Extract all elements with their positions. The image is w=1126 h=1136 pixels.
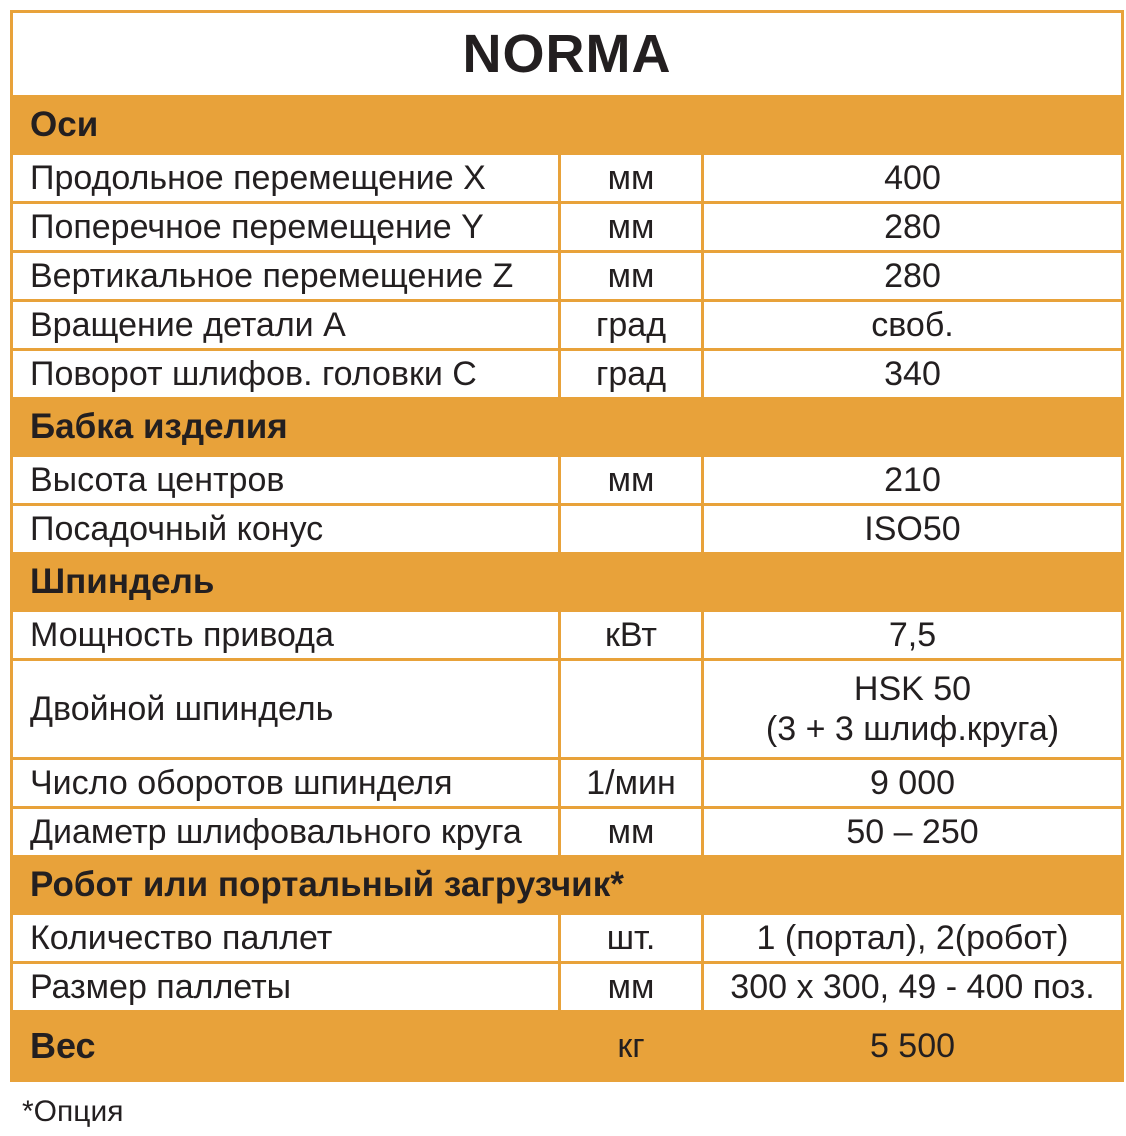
param-cell: Вращение детали A [13,302,558,348]
value-cell: 50 – 250 [704,809,1121,855]
unit-cell: мм [561,253,701,299]
unit-cell [561,506,701,552]
table-row [13,302,1121,348]
unit-cell: мм [561,964,701,1010]
unit-cell: град [561,302,701,348]
unit-cell: мм [561,457,701,503]
value-cell [704,661,1121,757]
unit-cell: 1/мин [561,760,701,806]
weight-unit: кг [561,1013,701,1079]
param-cell: Количество паллет [13,915,558,961]
weight-row [13,1013,1121,1079]
table-title: NORMA [13,13,1121,95]
value-cell: 280 [704,253,1121,299]
value-line-1: HSK 50 [853,670,972,708]
table-row [13,809,1121,855]
unit-cell: град [561,351,701,397]
footnote: *Опция [22,1095,124,1128]
param-cell: Посадочный конус [13,506,558,552]
value-cell: ISO50 [704,506,1121,552]
value-cell: своб. [704,302,1121,348]
section-heading-loader: Робот или портальный загрузчик* [13,858,1121,912]
table-row [13,760,1121,806]
section-heading-workhead: Бабка изделия [13,400,1121,454]
table-row [13,964,1121,1010]
table-row [13,155,1121,201]
table-row [13,915,1121,961]
value-cell: 210 [704,457,1121,503]
unit-cell: мм [561,155,701,201]
unit-cell: кВт [561,612,701,658]
value-cell: 340 [704,351,1121,397]
value-cell: 1 (портал), 2(робот) [704,915,1121,961]
table-row [13,351,1121,397]
param-cell: Диаметр шлифовального круга [13,809,558,855]
weight-value: 5 500 [704,1013,1121,1079]
unit-cell: мм [561,204,701,250]
unit-cell [561,661,701,757]
weight-label: Вес [13,1013,558,1079]
table-row [13,612,1121,658]
value-cell: 280 [704,204,1121,250]
value-cell: 300 x 300, 49 - 400 поз. [704,964,1121,1010]
table-row [13,661,1121,757]
section-heading-axes: Оси [13,98,1121,152]
param-cell: Высота центров [13,457,558,503]
section-heading-spindle: Шпиндель [13,555,1121,609]
unit-cell: мм [561,809,701,855]
param-cell: Поперечное перемещение Y [13,204,558,250]
param-cell: Размер паллеты [13,964,558,1010]
param-cell: Двойной шпиндель [13,661,558,757]
param-cell: Число оборотов шпинделя [13,760,558,806]
table-row [13,506,1121,552]
param-cell: Поворот шлифов. головки C [13,351,558,397]
value-cell: 7,5 [704,612,1121,658]
table-row [13,253,1121,299]
table-row [13,204,1121,250]
table-row [13,457,1121,503]
spec-table [10,10,1124,1082]
param-cell: Мощность привода [13,612,558,658]
value-cell: 9 000 [704,760,1121,806]
value-cell: 400 [704,155,1121,201]
unit-cell: шт. [561,915,701,961]
param-cell: Вертикальное перемещение Z [13,253,558,299]
param-cell: Продольное перемещение X [13,155,558,201]
value-line-2: (3 + 3 шлиф.круга) [765,710,1060,748]
